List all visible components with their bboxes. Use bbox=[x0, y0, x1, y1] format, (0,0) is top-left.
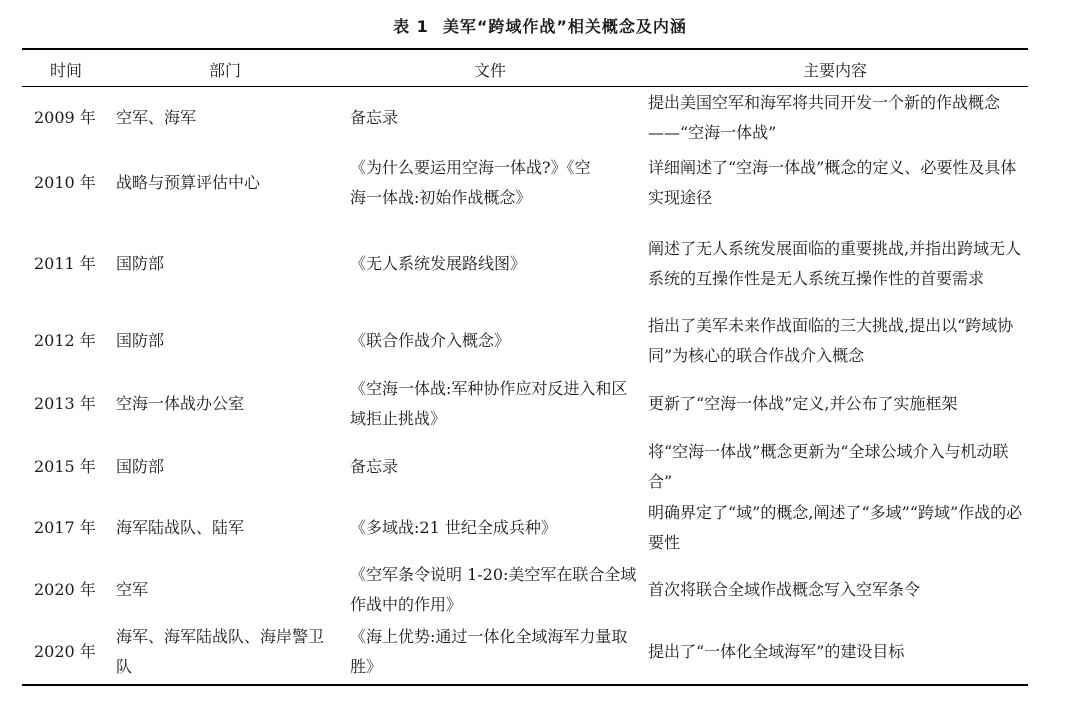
row-main: 提出了“一体化全域海军”的建设目标 bbox=[648, 642, 905, 661]
table-row bbox=[22, 498, 1028, 558]
row-dept: 国防部 bbox=[116, 254, 165, 273]
row-year: 2010 年 bbox=[34, 173, 96, 192]
row-year: 2013 年 bbox=[34, 394, 96, 413]
header-doc: 文件 bbox=[473, 61, 506, 80]
table-number: 表 1 bbox=[393, 17, 429, 36]
row-main: 提出美国空军和海军将共同开发一个新的作战概念——“空海一体战” bbox=[648, 93, 1001, 142]
row-doc: 《无人系统发展路线图》 bbox=[350, 254, 527, 273]
row-year: 2020 年 bbox=[34, 642, 96, 661]
row-doc: 备忘录 bbox=[350, 457, 399, 476]
header-dept: 部门 bbox=[208, 61, 241, 80]
row-main: 将“空海一体战”概念更新为“全球公域介入与机动联合” bbox=[648, 442, 1009, 491]
header-rule bbox=[22, 86, 1028, 87]
table-row bbox=[22, 311, 1028, 371]
table-row bbox=[22, 218, 1028, 310]
table-row bbox=[22, 436, 1028, 498]
row-doc: 《空海一体战:军种协作应对反进入和区域拒止挑战》 bbox=[350, 379, 628, 428]
row-main: 更新了“空海一体战”定义,并公布了实施框架 bbox=[648, 394, 958, 413]
row-dept: 空海一体战办公室 bbox=[116, 394, 245, 413]
table-row bbox=[22, 560, 1028, 620]
table-row bbox=[22, 373, 1028, 435]
table-caption bbox=[0, 14, 1080, 37]
row-dept: 战略与预算评估中心 bbox=[116, 173, 261, 192]
row-doc: 《空军条令说明 1-20:美空军在联合全域作战中的作用》 bbox=[350, 565, 637, 614]
row-doc: 《联合作战介入概念》 bbox=[350, 331, 511, 350]
table-row bbox=[22, 152, 1028, 214]
row-year: 2012 年 bbox=[34, 331, 96, 350]
row-year: 2020 年 bbox=[34, 580, 96, 599]
table-row bbox=[22, 622, 1028, 682]
row-doc: 《海上优势:通过一体化全域海军力量取胜》 bbox=[350, 627, 628, 676]
row-doc: 《多域战:21 世纪全成兵种》 bbox=[350, 518, 557, 537]
row-main: 首次将联合全域作战概念写入空军条令 bbox=[648, 580, 921, 599]
row-main: 指出了美军未来作战面临的三大挑战,提出以“跨域协同”为核心的联合作战介入概念 bbox=[648, 316, 1014, 365]
header-main: 主要内容 bbox=[802, 61, 867, 80]
header-year: 时间 bbox=[49, 61, 82, 80]
row-main: 阐述了无人系统发展面临的重要挑战,并指出跨域无人系统的互操作性是无人系统互操作性的首要需求 bbox=[648, 239, 1022, 288]
row-year: 2017 年 bbox=[34, 518, 96, 537]
row-doc: 备忘录 bbox=[350, 108, 399, 127]
row-dept: 空军 bbox=[116, 580, 149, 599]
row-year: 2009 年 bbox=[34, 108, 96, 127]
row-dept: 国防部 bbox=[116, 331, 165, 350]
row-doc: 《为什么要运用空海一体战?》《空海一体战:初始作战概念》 bbox=[350, 158, 591, 207]
row-dept: 国防部 bbox=[116, 457, 165, 476]
table-title: 美军“跨域作战”相关概念及内涵 bbox=[442, 17, 687, 36]
bottom-rule bbox=[22, 684, 1028, 686]
row-year: 2011 年 bbox=[34, 254, 96, 273]
row-dept: 海军、海军陆战队、海岸警卫队 bbox=[116, 627, 325, 676]
table-row bbox=[22, 88, 1028, 148]
row-dept: 空军、海军 bbox=[116, 108, 197, 127]
top-rule bbox=[22, 48, 1028, 50]
row-dept: 海军陆战队、陆军 bbox=[116, 518, 245, 537]
row-main: 详细阐述了“空海一体战”概念的定义、必要性及具体实现途径 bbox=[648, 158, 1017, 207]
row-year: 2015 年 bbox=[34, 457, 96, 476]
row-main: 明确界定了“域”的概念,阐述了“多域”“跨域”作战的必要性 bbox=[648, 503, 1023, 552]
